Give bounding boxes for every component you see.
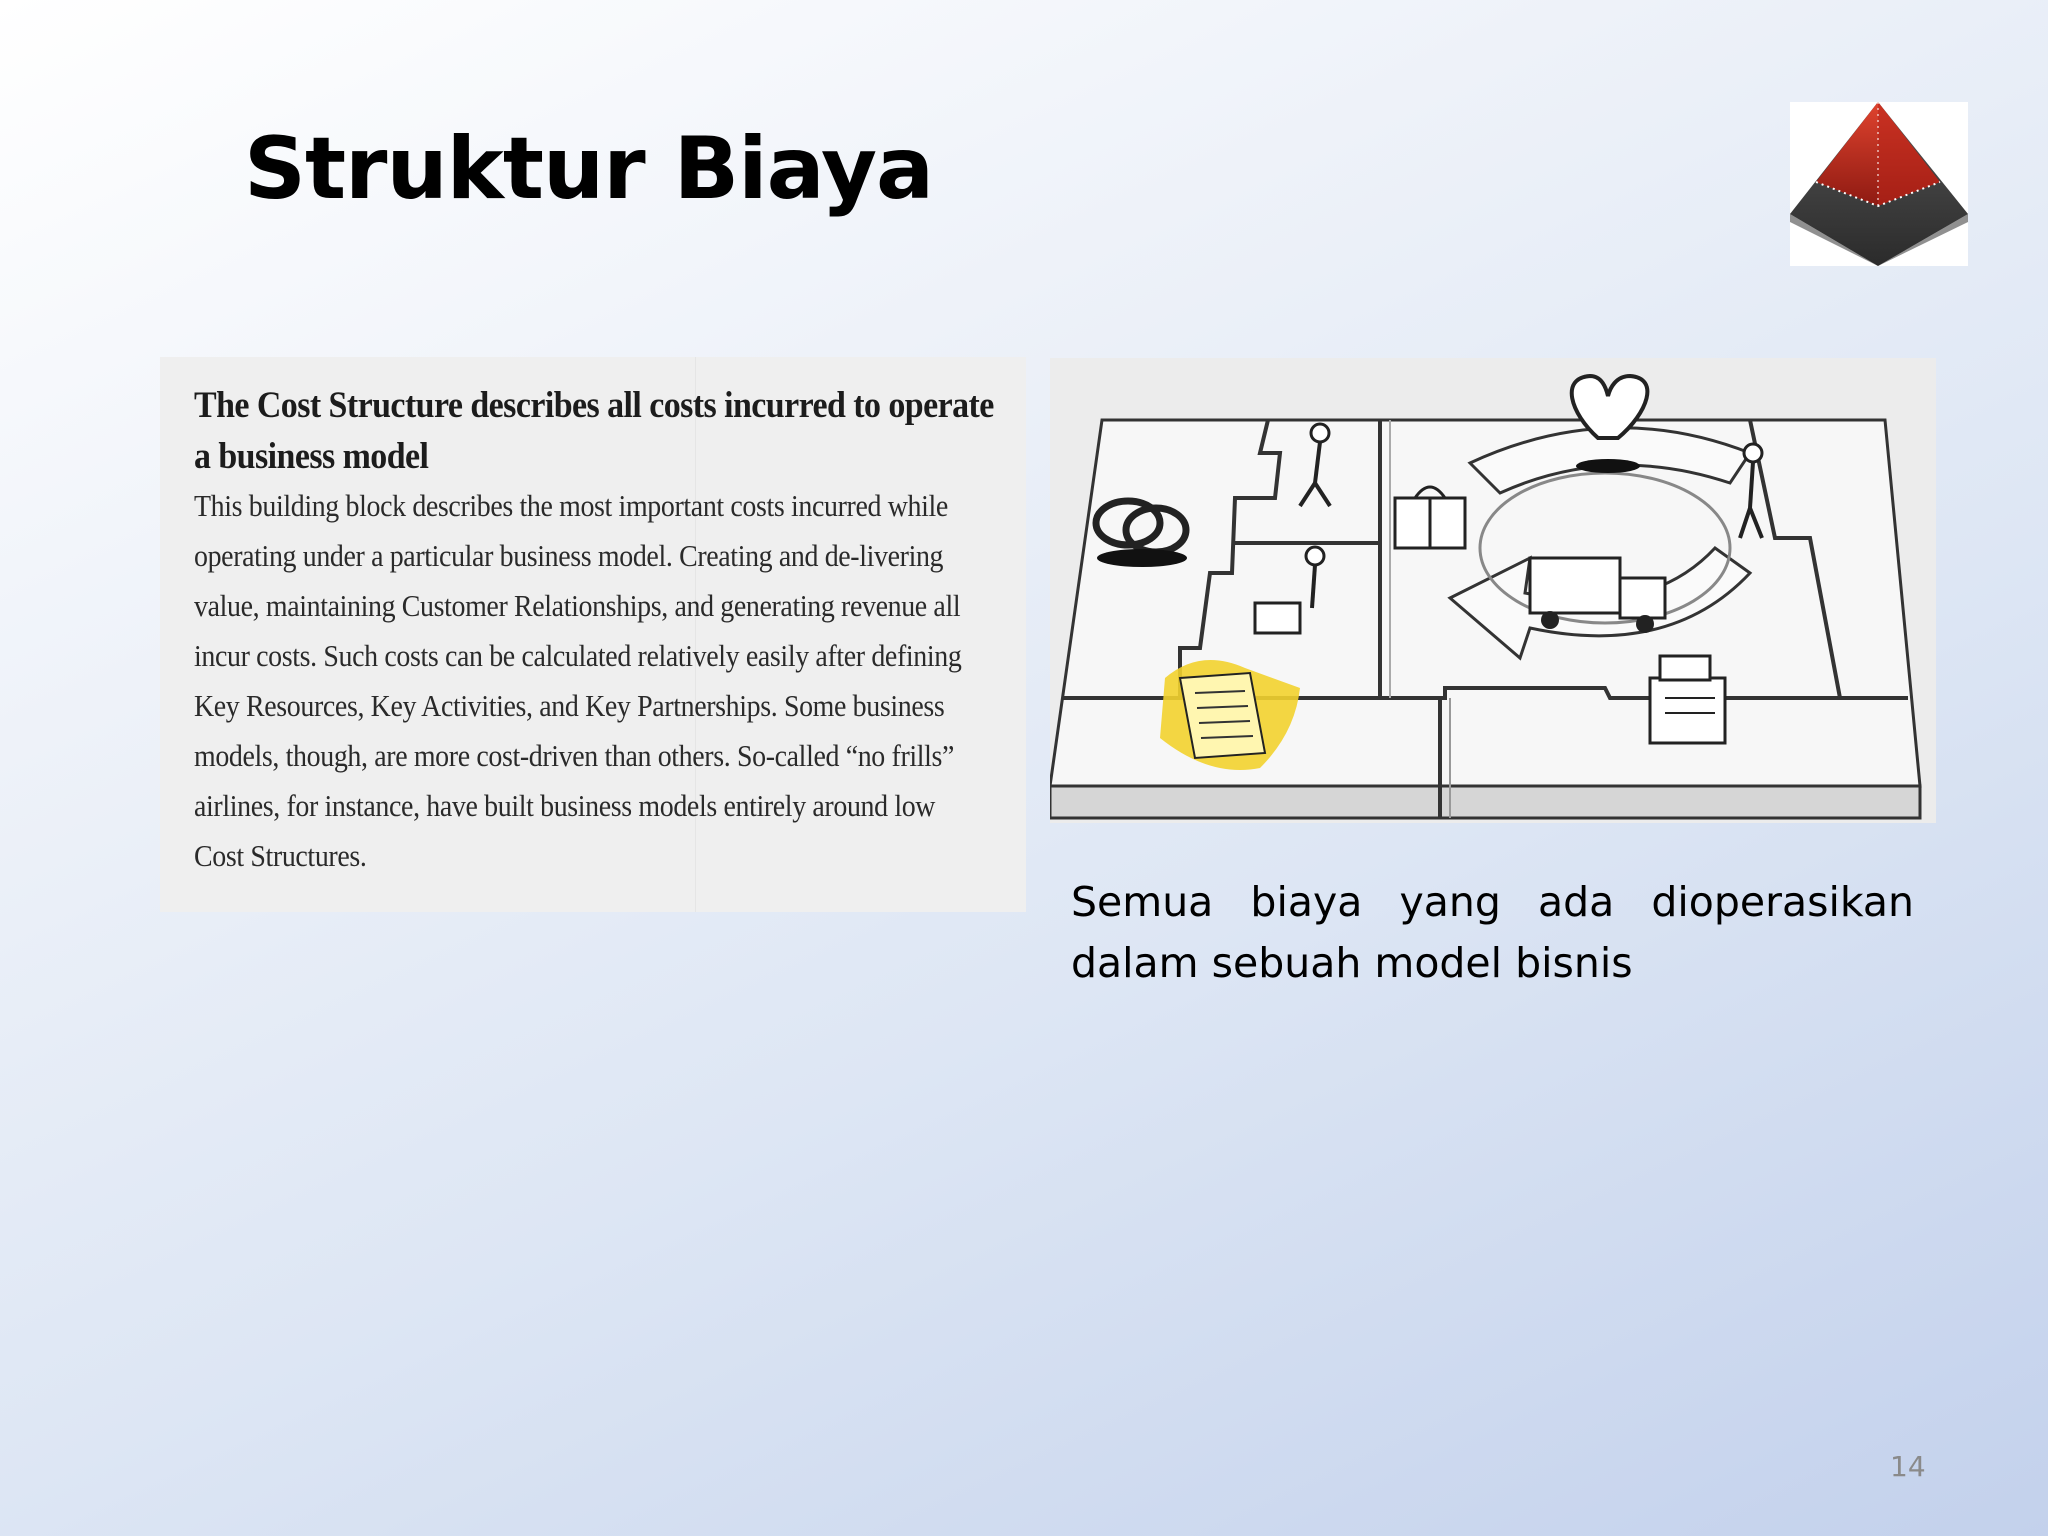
cost-structure-quote (160, 357, 1026, 912)
business-model-canvas-sketch-icon (1050, 358, 1936, 823)
page-number: 14 (1890, 1450, 1926, 1483)
pyramid-logo-icon (1790, 102, 1968, 266)
slide-caption: Semua biaya yang ada dioperasikan dalam sebuah model bisnis (1071, 878, 1914, 987)
quote-body: This building block describes the most important costs incurred while operating under a particular business model. Creating and de-livering value, maintaining Customer Relationships, and generating revenue all incur costs. Such costs can be calculated relatively easily after defining Key Resources, Key Activities, and Key Partnerships. Some business models, though, are more cost-driven than others. So-called “no frills” airlines, for instance, have built business models entirely around low Cost Structures. (194, 488, 962, 873)
quote-heading: The Cost Structure describes all costs incurred to operate a business model (194, 384, 994, 476)
slide-title: Struktur Biaya (244, 119, 934, 219)
